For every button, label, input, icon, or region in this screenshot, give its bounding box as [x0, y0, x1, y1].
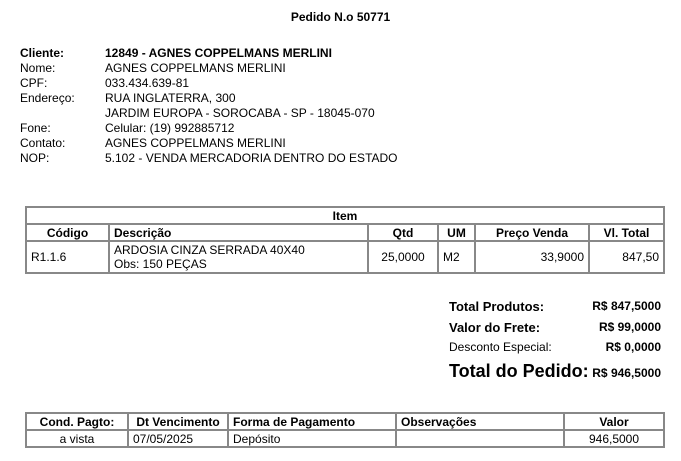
client-row [20, 46, 398, 61]
order-title: Pedido N.o 50771 [290, 10, 391, 24]
name-value: AGNES COPPELMANS MERLINI [105, 61, 286, 75]
total-products-label: Total Produtos: [449, 299, 545, 314]
item-codigo: R1.1.6 [26, 241, 109, 273]
address-value-2: JARDIM EUROPA - SOROCABA - SP - 18045-070 [105, 106, 375, 120]
items-caption: Item [26, 207, 664, 224]
table-row [26, 241, 664, 273]
pay-forma: Depósito [228, 430, 396, 447]
total-products [449, 299, 661, 314]
contact-row [20, 136, 398, 151]
contact-value: AGNES COPPELMANS MERLINI [105, 136, 286, 150]
discount-label: Desconto Especial: [449, 340, 552, 354]
pay-cond: a vista [26, 430, 128, 447]
col-descricao: Descrição [109, 224, 368, 241]
payment-header-row [26, 413, 664, 430]
freight [449, 320, 661, 335]
client-info [20, 46, 398, 166]
items-table [25, 206, 665, 274]
col-venc: Dt Vencimento [128, 413, 228, 430]
pay-obs [396, 430, 564, 447]
col-preco: Preço Venda [475, 224, 589, 241]
col-codigo: Código [26, 224, 109, 241]
address-label: Endereço: [20, 91, 75, 105]
item-total: 847,50 [589, 241, 664, 273]
client-label: Cliente: [20, 46, 65, 60]
discount-value: R$ 0,0000 [605, 340, 661, 354]
order-total [449, 361, 661, 382]
col-obs: Observações [396, 413, 564, 430]
item-preco: 33,9000 [475, 241, 589, 273]
item-descricao [109, 241, 368, 273]
nop-label: NOP: [20, 151, 50, 165]
freight-value: R$ 99,0000 [598, 320, 661, 334]
col-forma: Forma de Pagamento [228, 413, 396, 430]
payment-table [25, 412, 665, 448]
cpf-label: CPF: [20, 76, 48, 90]
col-total: Vl. Total [589, 224, 664, 241]
cpf-row [20, 76, 398, 91]
col-um: UM [438, 224, 475, 241]
col-valor: Valor [564, 413, 664, 430]
nop-value: 5.102 - VENDA MERCADORIA DENTRO DO ESTADO [105, 151, 398, 165]
items-header-row [26, 224, 664, 241]
nop-row [20, 151, 398, 166]
item-um: M2 [438, 241, 475, 273]
address-row-2 [20, 106, 398, 121]
order-total-label: Total do Pedido: [449, 361, 589, 381]
item-description: ARDOSIA CINZA SERRADA 40X40 [114, 243, 305, 257]
item-obs: Obs: 150 PEÇAS [114, 257, 207, 271]
freight-label: Valor do Frete: [449, 320, 541, 335]
client-value: 12849 - AGNES COPPELMANS MERLINI [105, 46, 332, 60]
name-row [20, 61, 398, 76]
phone-value: Celular: (19) 992885712 [105, 121, 235, 135]
col-qtd: Qtd [368, 224, 438, 241]
discount [449, 340, 661, 354]
contact-label: Contato: [20, 136, 66, 150]
phone-label: Fone: [20, 121, 51, 135]
table-row [26, 430, 664, 447]
pay-venc: 07/05/2025 [128, 430, 228, 447]
cpf-value: 033.434.639-81 [105, 76, 190, 90]
order-total-value: R$ 946,5000 [592, 366, 661, 380]
col-cond: Cond. Pagto: [26, 413, 128, 430]
phone-row [20, 121, 398, 136]
address-label-2 [20, 106, 105, 121]
item-qtd: 25,0000 [368, 241, 438, 273]
name-label: Nome: [20, 61, 56, 75]
pay-valor: 946,5000 [564, 430, 664, 447]
address-value: RUA INGLATERRA, 300 [105, 91, 236, 105]
address-row [20, 91, 398, 106]
total-products-value: R$ 847,5000 [592, 299, 661, 313]
